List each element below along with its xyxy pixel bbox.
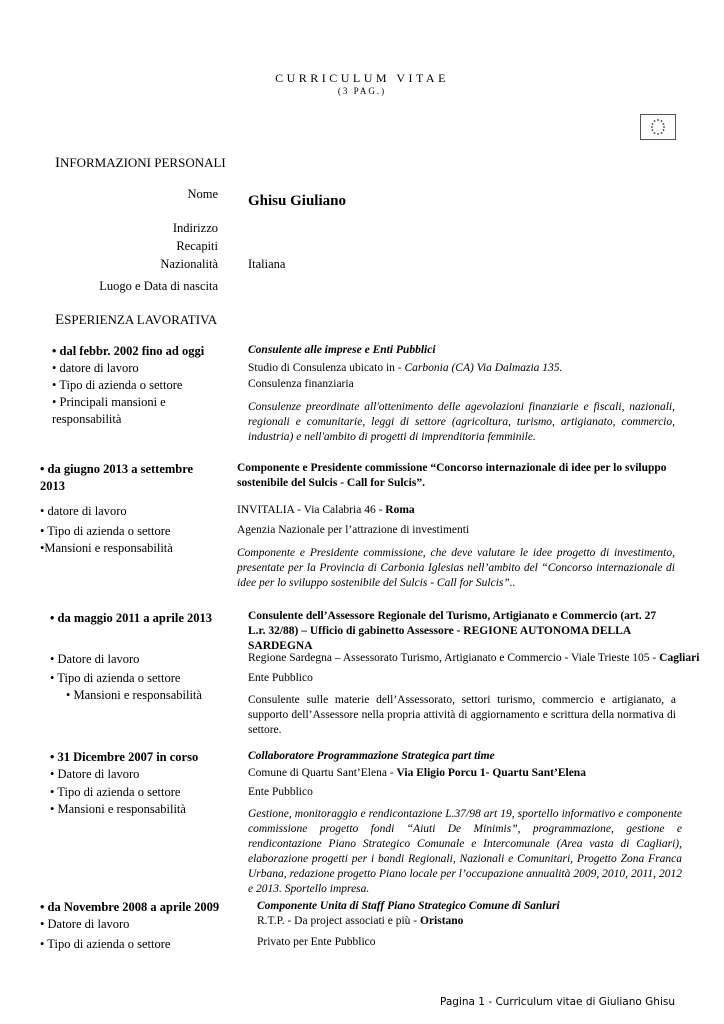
- entry-title: Consulente alle imprese e Enti Pubblici: [248, 344, 436, 356]
- document-title: CURRICULUM VITAE: [275, 71, 449, 85]
- entry-employer: Comune di Quartu Sant’Elena - Via Eligio Porcu 1- Quartu Sant’Elena: [248, 767, 586, 779]
- label-nationality: Nazionalità: [160, 257, 218, 271]
- label-contacts: Recapiti: [176, 239, 218, 253]
- entry-roles-label: •Mansioni e responsabilità: [40, 541, 173, 555]
- person-name: Ghisu Giuliano: [248, 193, 346, 209]
- entry-description: Consulenze preordinate all'ottenimento delle agevolazioni finanziarie e fiscali, nazionali, regionali e comunitarie, leggi di settore (agricoltura, turismo, artigianato, commercio, industria) e nell'ambito di progetti di imprenditoria femminile.: [248, 401, 675, 443]
- document-subtitle: (3 PAG.): [337, 86, 387, 96]
- label-name: Nome: [187, 187, 218, 201]
- entry-title: Consulente dell’Assessore Regionale del Turismo, Artigianato e Commercio (art. 27 L.r. 32/88) – Ufficio di gabinetto Assessore - REGIONE AUTONOMA DELLA SARDEGNA: [248, 610, 657, 652]
- entry-period: • da maggio 2011 a aprile 2013: [50, 611, 213, 625]
- section-experience-heading: ESPERIENZA LAVORATIVA: [55, 312, 218, 328]
- entry-employer-label: • datore di lavoro: [52, 361, 139, 375]
- entry-description: Consulente sulle materie dell’Assessorato, settori turismo, commercio e artigianato, a supporto dell’Assessore nella propria attività di aggiornamento e scrittura della normativa di settore.: [248, 694, 676, 736]
- entry-type-label: • Tipo di azienda o settore: [50, 671, 181, 685]
- label-birth: Luogo e Data di nascita: [99, 279, 218, 293]
- entry-period: • 31 Dicembre 2007 in corso: [50, 750, 199, 764]
- entry-description: Gestione, monitoraggio e rendicontazione L.37/98 art 19, sportello informativo e componente commissione progetto fondi “Aiuti De Minimis”, programmazione, gestione e rendicontazione Piano Strategico Comunale e Intercomunale (Area vasta di Cagliari), elaborazione progetti per i bandi Regionali, Nazionali e Comunitari, Progetto Zona Franca Urbana, redazione progetto Piano locale per l’occupazione annualità 2009, 2010, 2011, 2012 e 2013. Sportello impresa.: [248, 808, 682, 895]
- entry-type-label: • Tipo di azienda o settore: [40, 937, 171, 951]
- entry-title: Componente Unita di Staff Piano Strategico Comune di Sanluri: [257, 900, 560, 912]
- entry-period: • da Novembre 2008 a aprile 2009: [40, 900, 220, 914]
- entry-employer-label: • datore di lavoro: [40, 504, 127, 518]
- entry-description: Componente e Presidente commissione, che deve valutare le idee progetto di investimento, presentate per la Provincia di Carbonia Iglesias nell’ambito del “Concorso internazionale di idee per lo sviluppo sostenibile del Sulcis - Call for Sulcis”..: [237, 547, 675, 589]
- entry-period: • dal febbr. 2002 fino ad oggi: [52, 344, 205, 358]
- nationality-value: Italiana: [248, 257, 286, 271]
- entry-employer: INVITALIA - Via Calabria 46 - Roma: [237, 504, 415, 516]
- entry-period: • da giugno 2013 a settembre 2013: [40, 462, 194, 493]
- entry-employer: R.T.P. - Da project associati e più - Oristano: [257, 915, 464, 927]
- entry-type: Consulenza finanziaria: [248, 378, 354, 390]
- entry-type: Ente Pubblico: [248, 786, 313, 798]
- entry-title: Componente e Presidente commissione “Concorso internazionale di idee per lo sviluppo sostenibile del Sulcis - Call for Sulcis”.: [237, 462, 667, 489]
- entry-type-label: • Tipo di azienda o settore: [52, 378, 183, 392]
- entry-type: Ente Pubblico: [248, 672, 313, 684]
- page-footer: Pagina 1 - Curriculum vitae di Giuliano Ghisu: [440, 996, 675, 1008]
- entry-title: Collaboratore Programmazione Strategica part time: [248, 750, 495, 762]
- entry-type: Privato per Ente Pubblico: [257, 936, 376, 948]
- entry-employer-label: • Datore di lavoro: [50, 767, 140, 781]
- entry-employer-label: • Datore di lavoro: [40, 917, 130, 931]
- entry-roles-label: • Mansioni e responsabilità: [50, 802, 186, 816]
- label-address: Indirizzo: [172, 221, 218, 235]
- entry-roles-label: • Mansioni e responsabilità: [66, 688, 202, 702]
- entry-employer-label: • Datore di lavoro: [50, 652, 140, 666]
- eu-flag-icon: [640, 114, 676, 140]
- entry-roles-label: • Principali mansioni e responsabilità: [52, 395, 166, 426]
- entry-type-label: • Tipo di azienda o settore: [50, 785, 181, 799]
- entry-type: Agenzia Nazionale per l’attrazione di investimenti: [237, 524, 470, 536]
- section-personal-heading: INFORMAZIONI PERSONALI: [55, 155, 226, 171]
- entry-employer: Studio di Consulenza ubicato in - Carbonia (CA) Via Dalmazia 135.: [248, 362, 563, 374]
- entry-employer: Regione Sardegna – Assessorato Turismo, Artigianato e Commercio - Viale Trieste 105 - Cagliari: [248, 652, 700, 664]
- entry-type-label: • Tipo di azienda o settore: [40, 524, 171, 538]
